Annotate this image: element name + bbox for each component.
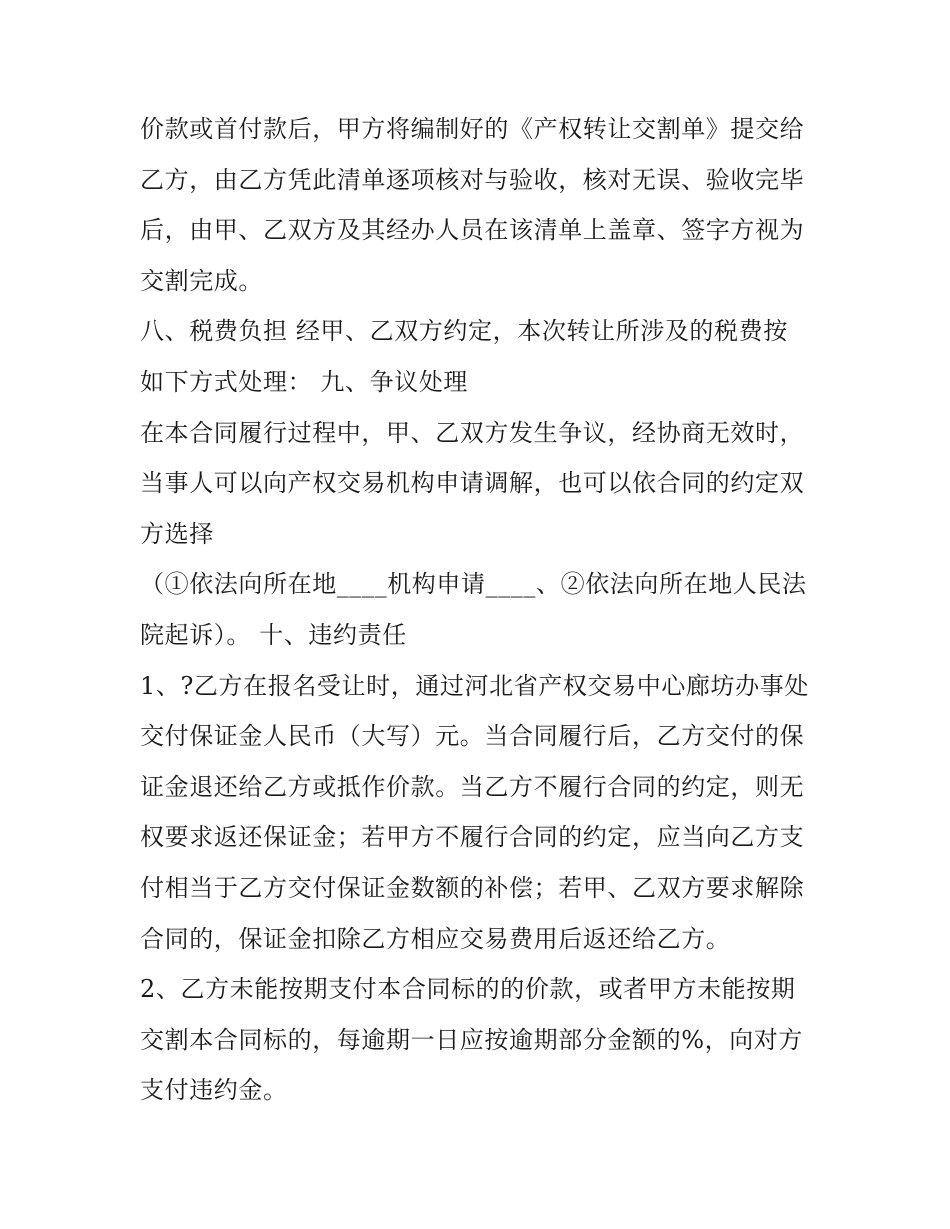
paragraph-line-17: 合同的，保证金扣除乙方相应交易费用后返还给乙方。 [140,925,731,953]
paragraph-line-15: 权要求返还保证金；若甲方不履行合同的约定，应当向乙方支 [140,823,805,851]
paragraph-line-2: 乙方，由乙方凭此清单逐项核对与验收，核对无误、验收完毕 [140,166,805,194]
paragraph-line-18: 2、乙方未能按期支付本合同标的的价款，或者甲方未能按期 [140,975,796,1003]
paragraph-line-20: 支付违约金。 [140,1076,288,1104]
paragraph-line-5: 八、税费负担 经甲、乙双方约定，本次转让所涉及的税费按 [140,317,788,345]
paragraph-line-1: 价款或首付款后，甲方将编制好的《产权转让交割单》提交给 [140,115,805,143]
paragraph-line-4: 交割完成。 [140,267,263,295]
paragraph-line-3: 后，由甲、乙双方及其经办人员在该清单上盖章、签字方视为 [140,216,805,244]
paragraph-line-13: 交付保证金人民币（大写）元。当合同履行后，乙方交付的保 [140,722,805,750]
paragraph-line-6: 如下方式处理： 九、争议处理 [140,368,469,396]
paragraph-line-19: 交割本合同标的，每逾期一日应按逾期部分金额的%，向对方 [140,1026,804,1054]
paragraph-line-12: 1、?乙方在报名受让时，通过河北省产权交易中心廊坊办事处 [140,672,809,700]
paragraph-line-9: 方选择 [140,520,214,548]
paragraph-line-10: （①依法向所在地____机构申请____、②依法向所在地人民法 [140,570,807,598]
paragraph-line-7: 在本合同履行过程中，甲、乙双方发生争议，经协商无效时， [140,419,805,447]
paragraph-line-16: 付相当于乙方交付保证金数额的补偿；若甲、乙双方要求解除 [140,874,805,902]
paragraph-line-14: 证金退还给乙方或抵作价款。当乙方不履行合同的约定，则无 [140,773,805,801]
paragraph-line-11: 院起诉）。 十、违约责任 [140,621,407,649]
paragraph-line-8: 当事人可以向产权交易机构申请调解，也可以依合同的约定双 [140,469,805,497]
